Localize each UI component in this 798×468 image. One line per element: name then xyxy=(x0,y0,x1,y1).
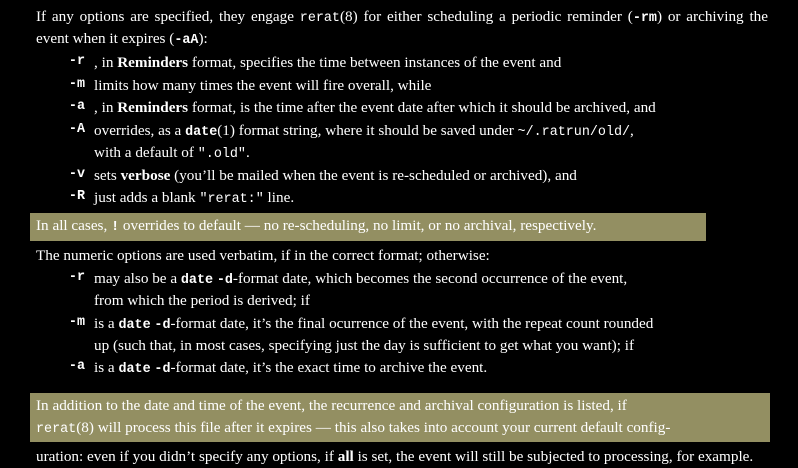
text: up (such that, in most cases, specifying just the day is sufficient to get what you want); if xyxy=(94,336,635,354)
text: may also be a xyxy=(94,270,181,288)
list-item xyxy=(36,120,768,164)
list-item xyxy=(36,75,768,97)
text: is a xyxy=(94,314,119,332)
text: -format date, it’s the final ocurrence of the event, with the repeat count rounded xyxy=(170,314,654,332)
rerat-command-2: rerat xyxy=(36,421,77,437)
option-description-v xyxy=(94,165,768,187)
intro-text-3: ) or archiving the event when it expires ( xyxy=(36,8,769,48)
text: from which the period is derived; if xyxy=(94,292,310,310)
option-description-r xyxy=(94,52,768,74)
numeric-option-flag-r: -r xyxy=(68,270,85,286)
numeric-option-description-m xyxy=(94,313,768,357)
text: overrides to default — no re-scheduling, no limit, or no archival, respectively. xyxy=(119,217,597,235)
list-item xyxy=(36,165,768,187)
numeric-option-flag-a: -a xyxy=(68,359,85,375)
rerat-command-1: rerat xyxy=(299,11,340,26)
option-flag-R: -R xyxy=(68,189,85,205)
text: is a xyxy=(94,359,119,377)
text: sets xyxy=(94,166,121,184)
default-old-suffix: ".old" xyxy=(197,146,246,162)
list-item xyxy=(36,97,768,119)
option-d: -d xyxy=(154,362,171,378)
options-list xyxy=(36,52,768,209)
text: is set, the event will still be subjected to processing, for example. xyxy=(353,447,754,465)
text: . xyxy=(245,143,250,161)
numeric-options-intro: The numeric options are used verbatim, if in the correct format; otherwise: xyxy=(36,246,490,264)
highlighted-note-one xyxy=(30,213,706,240)
intro-text-2: (8) for either scheduling a periodic reminder ( xyxy=(339,8,633,25)
text: with a default of xyxy=(94,143,198,161)
numeric-option-description-r xyxy=(94,268,768,312)
spacer xyxy=(36,380,768,389)
option-d: -d xyxy=(216,273,233,289)
all-emphasis: all xyxy=(337,447,354,465)
text: just adds a blank xyxy=(94,189,200,207)
text: -format date, which becomes the second occurrence of the event, xyxy=(232,270,628,288)
numeric-option-flag-m: -m xyxy=(68,314,85,330)
text: format, specifies the time between instances of the event and xyxy=(188,54,562,72)
date-command: date xyxy=(118,362,151,378)
option-description-R xyxy=(94,187,768,209)
path-ratrun-old: ~/.ratrun/old/ xyxy=(517,124,631,140)
text: In all cases, xyxy=(36,217,112,235)
text: (you’ll be mailed when the event is re-scheduled or archived), and xyxy=(170,166,577,184)
text: uration: even if you didn’t specify any options, if xyxy=(36,447,338,465)
option-flag-r: -r xyxy=(68,54,85,70)
option-rm: -rm xyxy=(632,11,657,26)
text: -format date, it’s the exact time to archive the event. xyxy=(170,359,488,377)
option-flag-v: -v xyxy=(68,166,85,182)
numeric-option-description-a xyxy=(94,357,768,379)
option-flag-A: -A xyxy=(68,121,85,137)
list-item xyxy=(36,313,768,357)
intro-text-4: ): xyxy=(198,30,208,48)
text: , xyxy=(630,121,634,139)
list-item xyxy=(36,52,768,74)
list-item xyxy=(36,268,768,312)
text: line. xyxy=(263,189,295,207)
intro-text-1: If any options are specified, they engage xyxy=(36,8,300,25)
rerat-line-literal: "rerat:" xyxy=(199,192,264,208)
text: format, is the time after the event date after which it should be archived, and xyxy=(188,99,656,117)
verbose-emphasis: verbose xyxy=(120,166,171,184)
option-d: -d xyxy=(154,317,171,333)
option-aA: -aA xyxy=(174,33,199,49)
text: , in xyxy=(94,99,118,117)
text: (8) will process this file after it expires — this also takes into account your current default config- xyxy=(76,418,671,436)
option-flag-m: -m xyxy=(68,76,85,92)
option-description-A xyxy=(94,120,768,164)
option-description-a xyxy=(94,97,768,119)
text: In addition to the date and time of the event, the recurrence and archival configuration is listed, if xyxy=(36,397,627,415)
date-command: date xyxy=(185,124,218,140)
text: , in xyxy=(94,54,118,72)
date-command: date xyxy=(118,317,151,333)
option-description-m: limits how many times the event will fire overall, while xyxy=(94,76,432,94)
highlighted-note-two xyxy=(30,393,770,442)
reminders-format-emphasis: Reminders xyxy=(117,99,189,117)
text: (1) format string, where it should be saved under xyxy=(217,121,518,139)
option-flag-a: -a xyxy=(68,99,85,115)
bang-literal: ! xyxy=(111,220,120,236)
list-item xyxy=(36,187,768,209)
date-command: date xyxy=(180,273,214,289)
numeric-options-list xyxy=(36,268,768,379)
intro-paragraph xyxy=(36,6,768,50)
text: overrides, as a xyxy=(94,121,186,139)
list-item xyxy=(36,357,768,379)
tail-paragraph xyxy=(36,446,768,468)
reminders-format-emphasis: Reminders xyxy=(117,54,189,72)
